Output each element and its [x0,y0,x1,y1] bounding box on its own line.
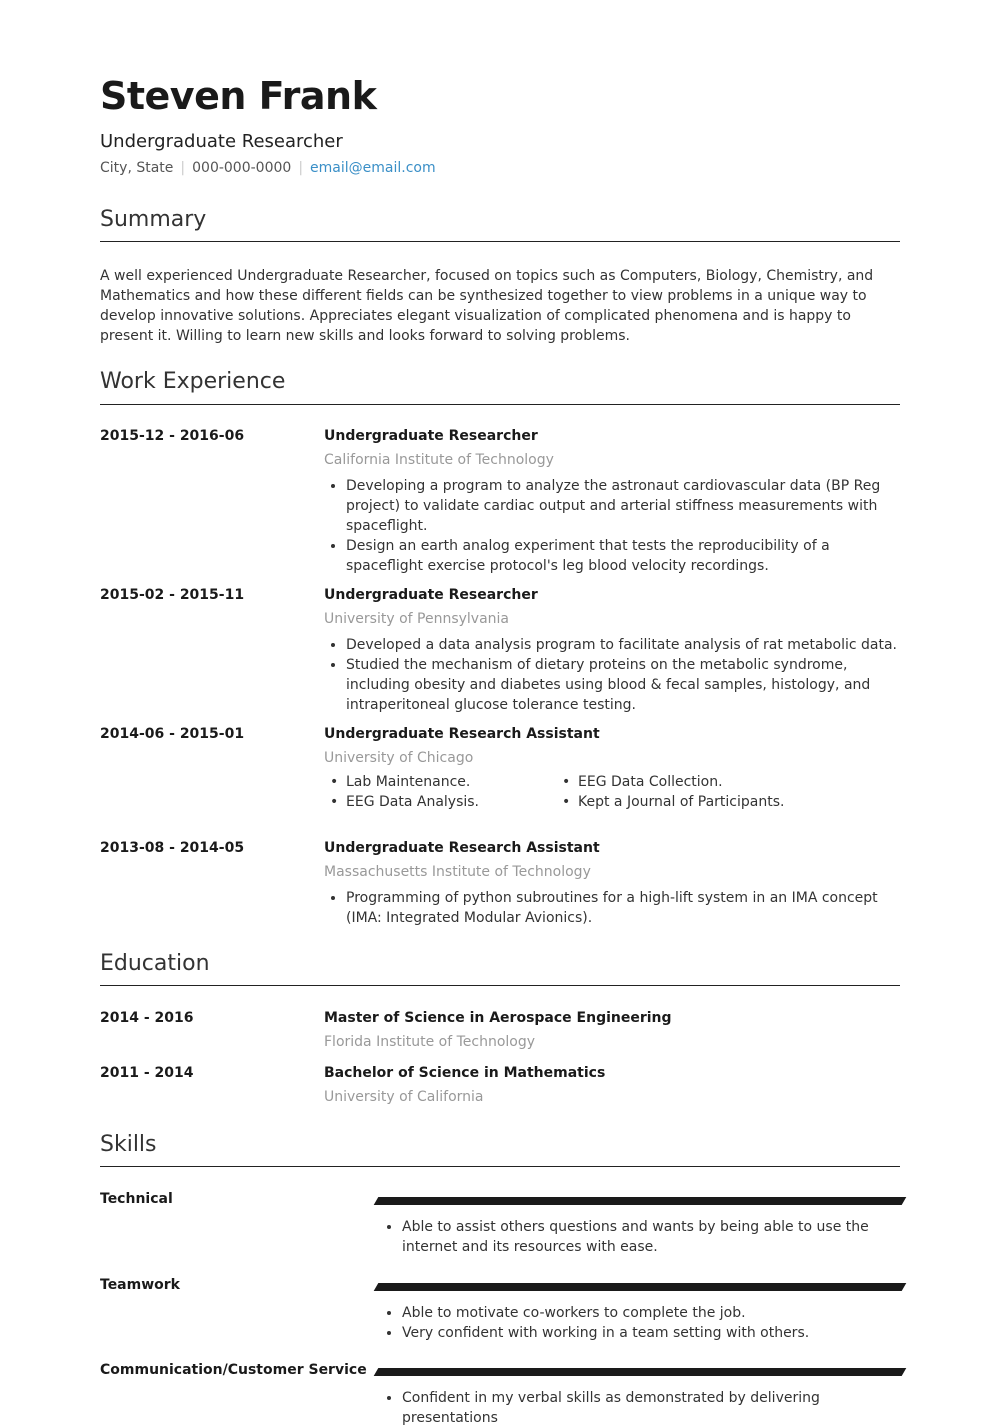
skill-bullets [402,1388,900,1428]
education-degree: Master of Science in Aerospace Engineering [324,1010,672,1026]
work-bullets [346,888,900,928]
work-role: Undergraduate Researcher [324,587,538,603]
list-item: • Able to assist others questions and wants by being able to use the internet and its resources with ease. [402,1217,900,1257]
list-item: • Design an earth analog experiment that tests the reproducibility of a spaceflight exercise protocol's leg blood velocity recordings. [346,536,900,576]
education-school: University of California [324,1089,484,1105]
email-link[interactable]: email@email.com [310,160,436,176]
contact-line [100,160,436,176]
skill-level-bar [374,1283,907,1291]
list-item: • Lab Maintenance. [346,772,578,792]
summary-text: A well experienced Undergraduate Researcher, focused on topics such as Computers, Biology, Chemistry, and Mathematics and how these different fields can be synthesized together to view problems in a unique way to develop innovative solutions. Appreciates elegant visualization of complicated phenomena and is happy to present it. Willing to learn new skills and looks forward to solving problems. [100,268,874,344]
work-role: Undergraduate Research Assistant [324,726,600,742]
section-title-summary: Summary [100,207,207,232]
location: City, State [100,160,174,176]
list-item: • Able to motivate co-workers to complete the job. [402,1303,900,1323]
candidate-title: Undergraduate Researcher [100,131,343,152]
section-divider [100,985,900,986]
contact-divider: | [298,160,304,176]
section-title-education: Education [100,951,210,976]
work-org: California Institute of Technology [324,452,554,468]
work-org: University of Chicago [324,750,474,766]
work-org: Massachusetts Institute of Technology [324,864,591,880]
skill-bullets [402,1217,900,1257]
list-item: • Kept a Journal of Participants. [578,792,810,812]
skill-name: Technical [100,1191,173,1207]
work-dates: 2015-02 - 2015-11 [100,587,245,603]
list-item: • Very confident with working in a team setting with others. [402,1323,900,1343]
candidate-name: Steven Frank [100,74,377,118]
list-item: • Programming of python subroutines for a high-lift system in an IMA concept (IMA: Integrated Modular Avionics). [346,888,900,928]
skill-name: Teamwork [100,1277,180,1293]
education-dates: 2011 - 2014 [100,1065,194,1081]
list-item: • Developing a program to analyze the astronaut cardiovascular data (BP Reg project) to validate cardiac output and arterial stiffness measurements with spaceflight. [346,476,900,536]
work-bullets [346,476,900,576]
list-item: • Confident in my verbal skills as demonstrated by delivering presentations [402,1388,900,1428]
section-divider [100,404,900,405]
work-org: University of Pennsylvania [324,611,509,627]
skill-level-bar [374,1368,907,1376]
list-item: • Developed a data analysis program to facilitate analysis of rat metabolic data. [346,635,900,655]
section-title-skills: Skills [100,1132,157,1157]
skill-bullets [402,1303,900,1343]
work-bullets [346,635,900,715]
list-item: • EEG Data Collection. [578,772,810,792]
work-role: Undergraduate Researcher [324,428,538,444]
work-dates: 2015-12 - 2016-06 [100,428,245,444]
education-degree: Bachelor of Science in Mathematics [324,1065,606,1081]
list-item: • Studied the mechanism of dietary proteins on the metabolic syndrome, including obesity and diabetes using blood & fecal samples, histology, and intraperitoneal glucose tolerance testing. [346,655,900,715]
work-dates: 2014-06 - 2015-01 [100,726,245,742]
section-divider [100,241,900,242]
section-divider [100,1166,900,1167]
education-school: Florida Institute of Technology [324,1034,536,1050]
skill-name: Communication/Customer Service [100,1362,367,1378]
section-title-work: Work Experience [100,369,286,394]
education-dates: 2014 - 2016 [100,1010,194,1026]
contact-divider: | [180,160,186,176]
skill-level-bar [374,1197,907,1205]
list-item: • EEG Data Analysis. [346,792,578,812]
work-dates: 2013-08 - 2014-05 [100,840,245,856]
phone: 000-000-0000 [192,160,292,176]
work-bullets-two-column [346,772,900,812]
work-role: Undergraduate Research Assistant [324,840,600,856]
